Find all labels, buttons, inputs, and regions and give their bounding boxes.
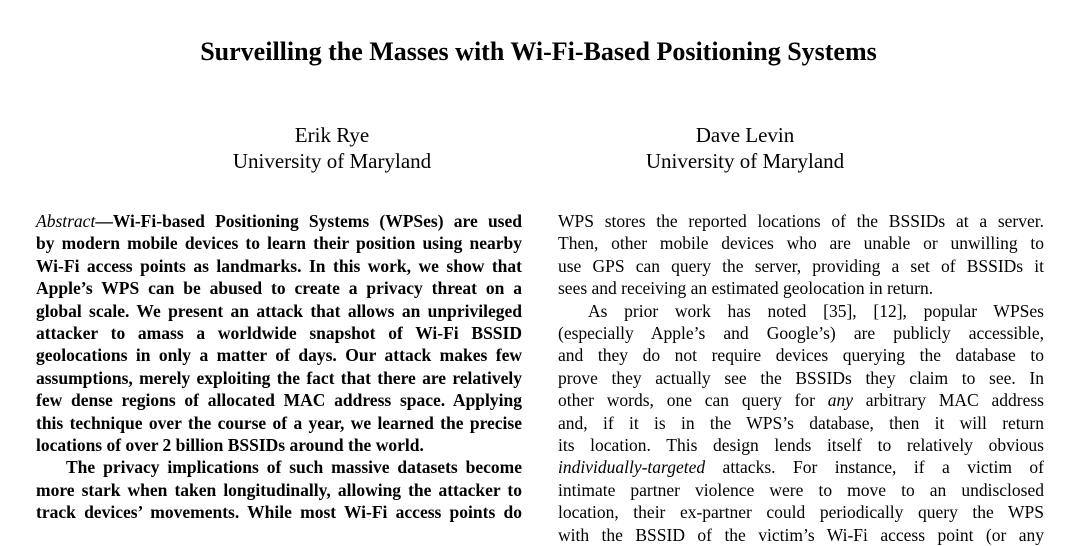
abstract-line: track devices’ movements. While most Wi-Fi access points do (36, 502, 522, 523)
body-line (558, 389, 1044, 411)
emphasis-text: individually-targeted (558, 457, 706, 478)
author-affiliation: University of Maryland (645, 149, 845, 173)
emphasis-text: any (827, 390, 853, 411)
abstract-line: assumptions, merely exploiting the fact that there are relatively (36, 367, 522, 388)
body-line: (especially Apple’s and Google’s) are publicly accessible, (558, 323, 1044, 344)
author-block-1 (152, 122, 512, 174)
abstract-line: this technique over the course of a year, we learned the precise (36, 412, 522, 433)
body-column-right (558, 210, 1044, 546)
body-line: sees and receiving an estimated geolocation in return. (558, 278, 934, 299)
body-line: and they do not require devices querying the database to (558, 345, 1044, 366)
author-name: Dave Levin (695, 123, 795, 147)
abstract-line: Wi-Fi access points as landmarks. In this work, we show that (36, 255, 522, 276)
body-line: Then, other mobile devices who are unable or unwilling to (558, 233, 1044, 254)
abstract-line: by modern mobile devices to learn their position using nearby (36, 233, 522, 254)
body-text: arbitrary MAC address (852, 390, 1044, 411)
abstract-text: Wi-Fi-based Positioning Systems (WPSes) are used (112, 211, 522, 231)
body-line: its location. This design lends itself to relatively obvious (558, 435, 1044, 456)
body-line: WPS stores the reported locations of the BSSIDs at a server. (558, 211, 1044, 231)
abstract-line (36, 210, 522, 232)
author-affiliation: University of Maryland (232, 149, 432, 173)
abstract-dash: — (95, 211, 113, 231)
abstract-line: geolocations in only a matter of days. Our attack makes few (36, 345, 522, 366)
author-block-2 (565, 122, 925, 174)
body-line: prove they actually see the BSSIDs they claim to see. In (558, 367, 1044, 388)
body-line: use GPS can query the server, providing a set of BSSIDs it (558, 255, 1044, 276)
abstract-line: more stark when taken longitudinally, allowing the attacker to (36, 479, 522, 500)
body-line: location, their ex-partner could periodically query the WPS (558, 502, 1044, 523)
abstract-label: Abstract (36, 211, 96, 231)
body-line: and, if it is in the WPS’s database, then it will return (558, 412, 1044, 433)
body-line: intimate partner violence were to move to an undisclosed (558, 479, 1044, 500)
body-line: with the BSSID of the victim’s Wi-Fi access point (or any (558, 524, 1044, 545)
author-name: Erik Rye (294, 123, 370, 147)
body-text: attacks. For instance, if a victim of (705, 457, 1044, 478)
abstract-column (36, 210, 522, 524)
paper-title: Surveilling the Masses with Wi-Fi-Based Positioning Systems (200, 37, 877, 66)
abstract-line: few dense regions of allocated MAC address space. Applying (36, 390, 522, 411)
body-line: As prior work has noted [35], [12], popular WPSes (588, 300, 1044, 321)
abstract-line: global scale. We present an attack that allows an unprivileged (36, 300, 522, 321)
body-line (558, 456, 1044, 478)
abstract-line: locations of over 2 billion BSSIDs around the world. (36, 435, 424, 456)
body-text: other words, one can query for (558, 390, 828, 411)
abstract-line: Apple’s WPS can be abused to create a privacy threat on a (36, 278, 522, 299)
abstract-line: attacker to amass a worldwide snapshot of Wi-Fi BSSID (36, 323, 522, 344)
abstract-line: The privacy implications of such massive datasets become (66, 457, 522, 478)
